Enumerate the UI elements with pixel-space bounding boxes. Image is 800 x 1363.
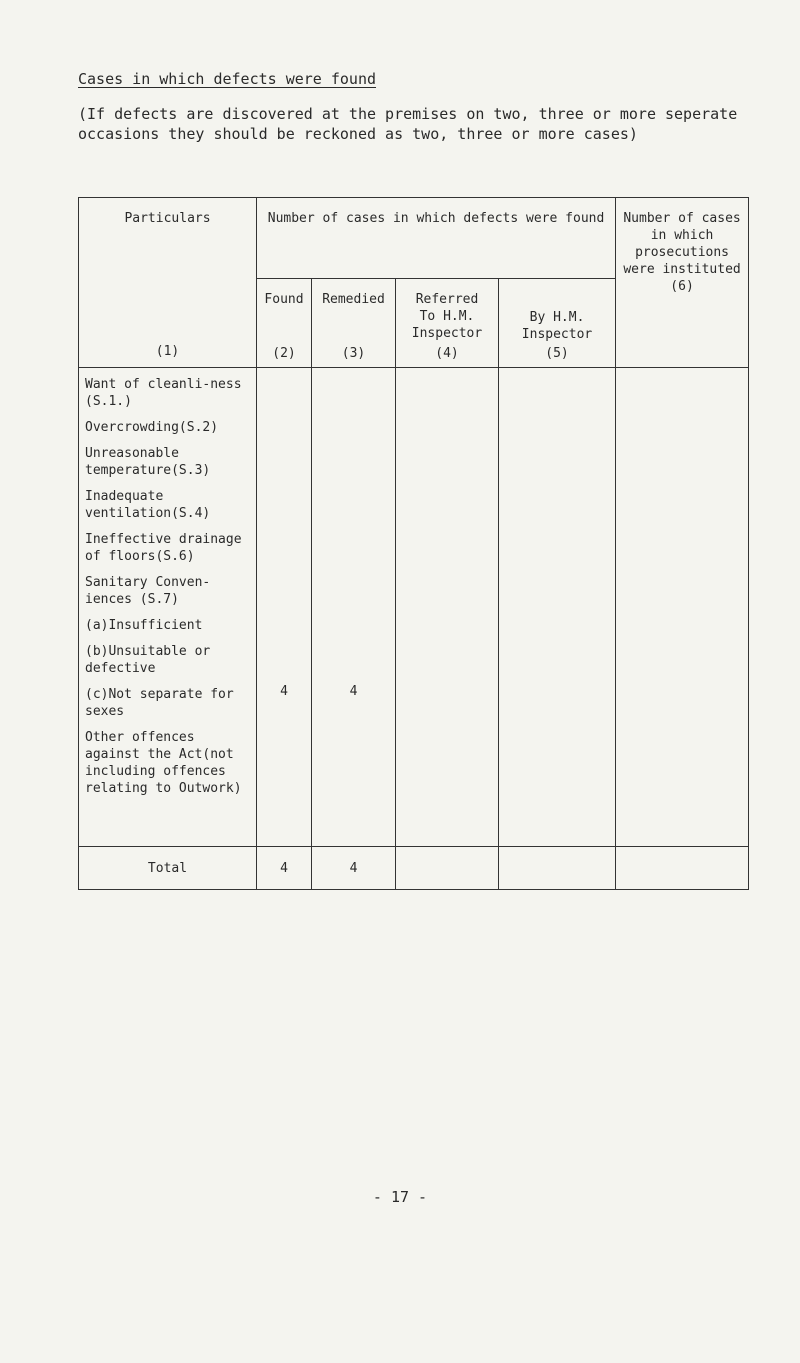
header-remedied-number: (3) — [341, 346, 366, 361]
total-remedied: 4 — [312, 847, 396, 890]
header-by-inspector-number: (5) — [545, 346, 569, 361]
total-referred — [396, 847, 499, 890]
header-found-number: (2) — [272, 346, 296, 361]
header-particulars-number: (1) — [155, 344, 180, 359]
particular-item: Overcrowding(S.2) — [85, 420, 219, 435]
header-cases-group: Number of cases in which defects were found — [257, 198, 616, 279]
header-referred — [396, 279, 499, 368]
header-prosecutions — [616, 198, 749, 368]
found-value: 4 — [280, 684, 288, 699]
particular-item: Ineffective drainage of floors(S.6) — [85, 532, 242, 564]
defects-table — [78, 197, 749, 890]
particular-item: Inadequate ventilation(S.4) — [85, 489, 211, 521]
remedied-cell — [312, 368, 396, 847]
header-remedied-label: Remedied — [322, 292, 385, 307]
header-remedied — [312, 279, 396, 368]
header-found-label: Found — [264, 292, 304, 307]
particulars-list — [79, 368, 257, 847]
particular-item: Want of cleanli-ness (S.1.) — [85, 377, 242, 409]
referred-cell — [396, 368, 499, 847]
header-particulars-label: Particulars — [124, 211, 211, 226]
header-by-inspector-label: By H.M. Inspector — [521, 310, 593, 342]
particular-item: (c)Not separate for sexes — [85, 687, 234, 719]
by-inspector-cell — [499, 368, 616, 847]
particular-item: Sanitary Conven-iences (S.7) — [85, 575, 211, 607]
particular-item: Unreasonable temperature(S.3) — [85, 446, 211, 478]
prosecutions-cell — [616, 368, 749, 847]
page-number: - 17 - — [372, 1188, 428, 1206]
particular-item: (a)Insufficient — [85, 618, 203, 633]
total-label: Total — [79, 847, 257, 890]
header-prosecutions-number: (6) — [670, 279, 694, 294]
header-referred-label: Referred To H.M. Inspector — [411, 292, 483, 341]
header-referred-number: (4) — [435, 346, 459, 361]
particular-item: (b)Unsuitable or defective — [85, 644, 211, 676]
header-found — [257, 279, 312, 368]
particular-item: Other offences against the Act(not including offences relating to Outwork) — [85, 730, 242, 796]
total-found: 4 — [257, 847, 312, 890]
total-prosecutions — [616, 847, 749, 890]
page-heading: Cases in which defects were found — [78, 70, 377, 88]
header-particulars — [79, 198, 257, 368]
total-by-inspector — [499, 847, 616, 890]
header-by-inspector — [499, 279, 616, 368]
instruction-note: (If defects are discovered at the premises on two, three or more seperate occasions they should be reckoned as two, three or more cases) — [78, 105, 738, 143]
found-cell — [257, 368, 312, 847]
header-prosecutions-label: Number of cases in which prosecutions were instituted — [623, 211, 741, 277]
remedied-value: 4 — [349, 684, 358, 699]
